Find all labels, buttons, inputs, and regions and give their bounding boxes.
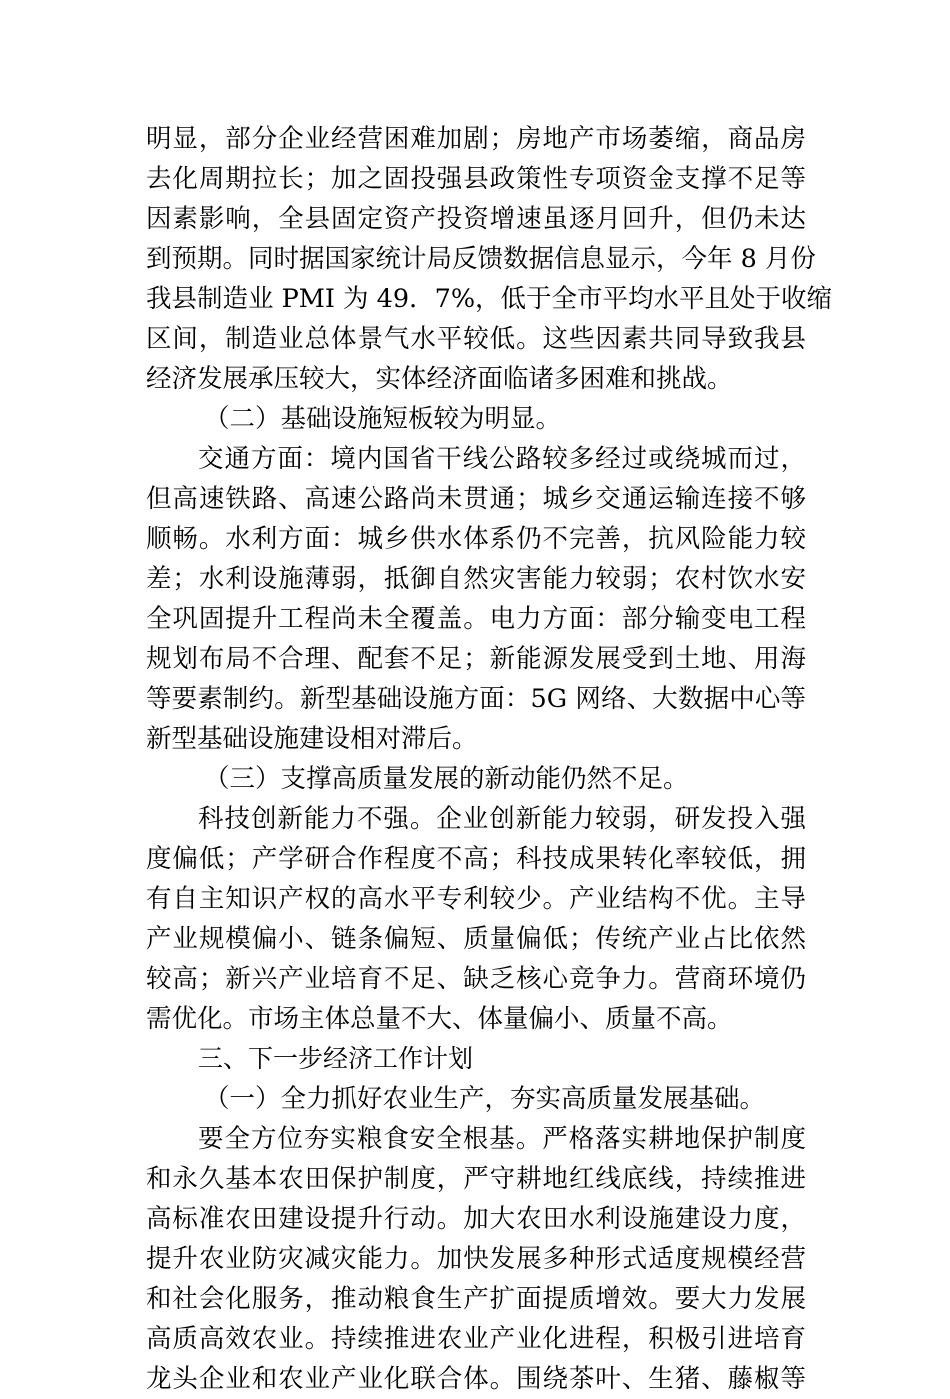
text-line: 去化周期拉长；加之固投强县政策性专项资金支撑不足等 bbox=[146, 164, 806, 194]
text-line: 到预期。同时据国家统计局反馈数据信息显示，今年 8 月份 bbox=[146, 244, 816, 274]
text-line: 科技创新能力不强。企业创新能力较弱，研发投入强 bbox=[198, 804, 806, 834]
text-line: 较高；新兴产业培育不足、缺乏核心竞争力。营商环境仍 bbox=[146, 964, 806, 994]
text-line: 度偏低；产学研合作程度不高；科技成果转化率较低，拥 bbox=[146, 844, 806, 874]
text-line: 区间，制造业总体景气水平较低。这些因素共同导致我县 bbox=[146, 324, 806, 354]
text-line: 等要素制约。新型基础设施方面：5G 网络、大数据中心等 bbox=[146, 684, 806, 714]
text-line: 全巩固提升工程尚未全覆盖。电力方面：部分输变电工程 bbox=[146, 604, 806, 634]
text-line: 交通方面：境内国省干线公路较多经过或绕城而过， bbox=[198, 444, 806, 474]
text-line: 新型基础设施建设相对滞后。 bbox=[146, 724, 478, 754]
text-line: 需优化。市场主体总量不大、体量偏小、质量不高。 bbox=[146, 1004, 733, 1034]
text-line: 高质高效农业。持续推进农业产业化进程，积极引进培育 bbox=[146, 1324, 806, 1354]
text-line: 顺畅。水利方面：城乡供水体系仍不完善，抗风险能力较 bbox=[146, 524, 806, 554]
text-line: 产业规模偏小、链条偏短、质量偏低；传统产业占比依然 bbox=[146, 924, 806, 954]
section-heading: （三）支撑高质量发展的新动能仍然不足。 bbox=[204, 764, 689, 794]
text-line: 但高速铁路、高速公路尚未贯通；城乡交通运输连接不够 bbox=[146, 484, 806, 514]
text-line: 规划布局不合理、配套不足；新能源发展受到土地、用海 bbox=[146, 644, 806, 674]
text-line: 我县制造业 PMI 为 49．7%，低于全市平均水平且处于收缩 bbox=[146, 284, 833, 314]
chapter-heading: 三、下一步经济工作计划 bbox=[198, 1044, 474, 1073]
text-line: 要全方位夯实粮食安全根基。严格落实耕地保护制度 bbox=[198, 1124, 806, 1154]
text-line: 提升农业防灾减灾能力。加快发展多种形式适度规模经营 bbox=[146, 1244, 806, 1274]
text-line: 和永久基本农田保护制度，严守耕地红线底线，持续推进 bbox=[146, 1164, 806, 1194]
text-line: 差；水利设施薄弱，抵御自然灾害能力较弱；农村饮水安 bbox=[146, 564, 806, 594]
text-line: 因素影响，全县固定资产投资增速虽逐月回升，但仍未达 bbox=[146, 204, 806, 234]
text-line: 龙头企业和农业产业化联合体。围绕茶叶、生猪、藤椒等 bbox=[146, 1364, 806, 1394]
section-heading: （一）全力抓好农业生产，夯实高质量发展基础。 bbox=[204, 1084, 766, 1114]
text-line: 明显，部分企业经营困难加剧；房地产市场萎缩，商品房 bbox=[146, 124, 806, 154]
text-line: 和社会化服务，推动粮食生产扩面提质增效。要大力发展 bbox=[146, 1284, 806, 1314]
text-line: 有自主知识产权的高水平专利较少。产业结构不优。主导 bbox=[146, 884, 806, 914]
section-heading: （二）基础设施短板较为明显。 bbox=[204, 404, 562, 434]
text-line: 高标准农田建设提升行动。加大农田水利设施建设力度， bbox=[146, 1204, 806, 1234]
text-line: 经济发展承压较大，实体经济面临诸多困难和挑战。 bbox=[146, 364, 733, 394]
